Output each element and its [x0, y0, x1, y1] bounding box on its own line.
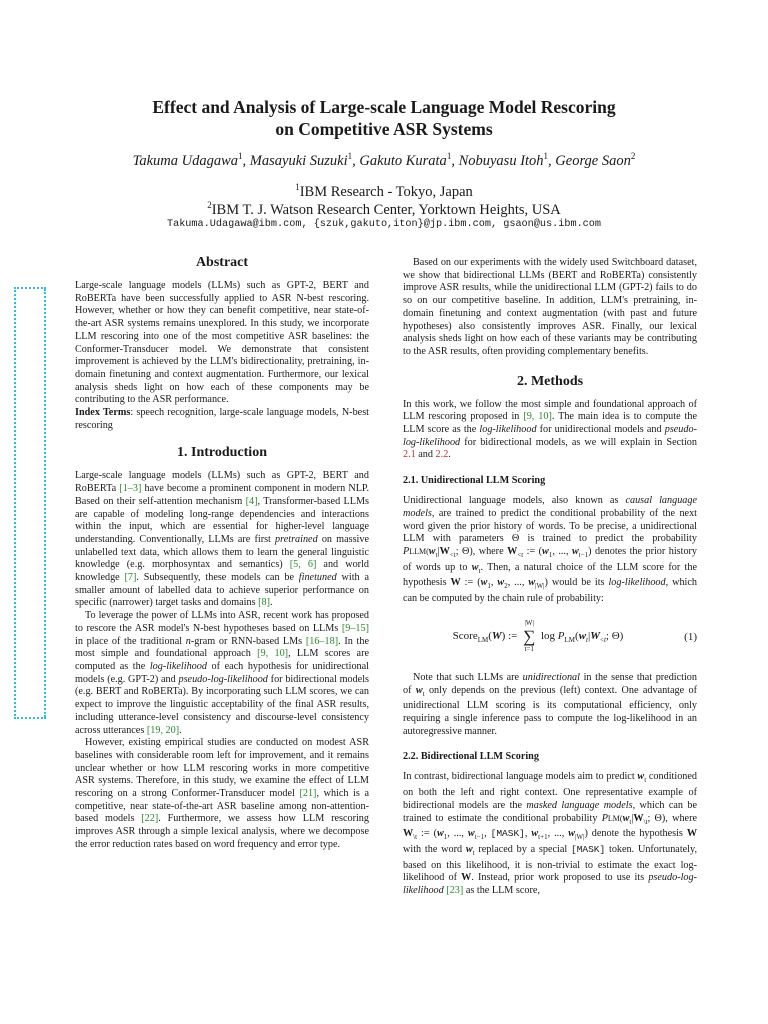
inline-text-run: t — [472, 849, 475, 858]
inline-text-run: \t — [643, 817, 648, 826]
inline-text-run: w — [480, 577, 488, 589]
inline-text-run: W — [633, 812, 644, 824]
eq-arg: (W) := — [488, 630, 521, 643]
inline-text-run: |W| — [535, 582, 545, 591]
eq-score-sub: LM — [477, 636, 489, 645]
inline-text-run: W — [507, 545, 518, 557]
inline-text-run: w — [622, 812, 630, 824]
inline-text-run: pseudo-log-likelihood — [178, 673, 268, 685]
inline-text-run: 1 — [548, 550, 553, 559]
equation-1-number: (1) — [684, 630, 697, 643]
inline-text-run: w — [428, 545, 436, 557]
index-terms — [75, 407, 369, 432]
eq-sum-top: |W| — [524, 619, 534, 628]
citation-link[interactable]: [8] — [258, 597, 271, 609]
inline-text-run: causal language models — [403, 495, 698, 519]
eq-log: log — [540, 630, 558, 643]
citation-link[interactable]: [9–15] — [341, 622, 369, 634]
intro-paragraph-4: Based on our experiments with the widely used Switchboard dataset, we show that bidirectional LLMs (BERT and RoBERTa) consistently improve ASR results, while the unidirectional LLM (GPT-2) fails to do so on our competitive baseline. In addition, LLM's pretraining, in-domain finetuning and context augmentation (with past and future hypotheses) also consistently improves ASR. Finally, our lexical analysis sheds light on how each of these variants may be contributing to the ASR results, often providing complementary benefits. — [403, 257, 697, 357]
citation-link[interactable]: [19, 20] — [146, 724, 180, 736]
eq-sum-symbol — [523, 619, 535, 654]
inline-text-run: log-likelihood — [608, 577, 666, 589]
subsection-2-1-paragraph: Unidirectional language models, also known as causal language models, are trained to predict the conditional probability of the next word given the prior history of words. To be precise, a unidirectional LLM with parameters Θ is trained to predict the probability $PLLM(w_t|W_{<t}$; Θ), where $W_{<t}$ := ($w_1$, ..., $w_{t-1}$) denotes the prior history of words up to $w_t$. Then, a natural choice of the LLM score for the hypothesis W := ($w_1$, $w_2$, ..., $w_{|W|}$) would be its log-likelihood, which can be computed by the chain rule of probability: — [403, 495, 698, 605]
citation-link[interactable]: [16–18] — [305, 635, 339, 647]
eq-p: P — [557, 630, 565, 643]
author-name: Masayuki Suzuki — [249, 152, 348, 169]
inline-text-run: [MASK] — [571, 844, 606, 856]
author-affiliation-marker: 1 — [347, 151, 353, 161]
inline-text-run: t — [422, 689, 425, 698]
eq-p-sub: LM — [564, 636, 576, 645]
citation-link[interactable]: [21] — [299, 788, 317, 800]
index-terms-text: : speech recognition, large-scale language models, N-best rescoring — [75, 407, 369, 431]
inline-text-run: W — [686, 828, 698, 840]
intro-paragraph-3: However, existing empirical studies are conducted on modest ASR baselines with considerable room left for improvement, and it remains unclear whether or how LLM rescoring works in more competitive ASR systems. Therefore, in this study, we examine the effect of LLM rescoring on a strong Conformer-Transducer model [21], which is a competitive, near state-of-the-art ASR baseline among non-attention-based models [22]. Furthermore, we assess how LLM rescoring improves ASR through a simple lexical analysis, where we decompose the error reduction rates based on word frequency and error type. — [75, 737, 369, 850]
eq-sum-bottom: t=1 — [524, 645, 534, 654]
introduction-heading: 1. Introduction — [177, 445, 267, 461]
inline-text-run: |W| — [575, 833, 585, 842]
affiliation-1 — [60, 182, 708, 201]
abstract-heading: Abstract — [195, 255, 249, 270]
section-link[interactable]: 2.1 — [403, 449, 416, 461]
inline-text-run: pseudo-log-likelihood — [403, 872, 697, 897]
inline-text-run: w — [465, 844, 473, 856]
eq-sigma: ∑ — [523, 627, 536, 647]
equation-1 — [403, 616, 697, 658]
affiliation-2-number: 2 — [207, 200, 212, 210]
affiliation-2 — [60, 200, 708, 219]
author-name: Gakuto Kurata — [359, 152, 447, 169]
paper-title — [60, 96, 708, 140]
inline-text-run: t — [478, 566, 481, 575]
citation-link[interactable]: [22] — [141, 813, 159, 825]
inline-text-run: log-likelihood — [479, 424, 537, 436]
author-affiliation-marker: 1 — [238, 151, 243, 161]
citation-link[interactable]: [7] — [124, 572, 137, 584]
intro-paragraph-1: Large-scale language models (LLMs) such as GPT-2, BERT and RoBERTa [1–3] have become a prominent component in modern NLP. Based on their self-attention mechanism [4], Transformer-based LLMs are capable of modeling long-range dependencies and interactions within the input, which are essential for higher-level language understanding. Conventionally, LLMs are first pretrained on massive unlabelled text data, which allows them to learn the general linguistic knowledge (e.g. morphosyntax and semantics) [5, 6] and world knowledge [7]. Subsequently, these models can be finetuned with a smaller amount of labelled data to achieve superior performance on specific (narrower) target tasks and domains [8]. — [75, 470, 369, 609]
section-link[interactable]: 2.2 — [435, 449, 449, 461]
inline-text-run: t — [435, 550, 438, 559]
inline-text-run: [MASK] — [490, 828, 525, 840]
inline-text-run: w — [467, 828, 475, 840]
author-name: Takuma Udagawa — [132, 152, 239, 169]
subsection-2-2-paragraph: In contrast, bidirectional language models aim to predict $w_t$ conditioned on both the left and right context. One representative example of bidirectional models are the masked language models, which can be trained to estimate the conditional probability $PLM(w_t|W_{\backslash t}$; Θ), where $W_{\backslash t}$ := ($w_1$, ..., $w_{t-1}$, [MASK], $w_{t+1}$, ..., $w_{|W|}$) denote the hypothesis W with the word $w_t$ replaced by a special [MASK] token. Unfortunately, based on this likelihood, it is non-trivial to estimate the exact log-likelihood of W. Instead, prior work proposed to use its pseudo-log-likelihood [23] as the LLM score, — [403, 771, 698, 897]
subsection-2-1-paragraph-2: Note that such LLMs are unidirectional in the sense that prediction of $w_t$ only depends on the previous (left) context. One advantage of unidirectional LLM scoring is its computational efficiency, only requiring a single inference pass to compute the log-likelihood in an autoregressive manner. — [403, 671, 697, 737]
inline-text-run: w — [531, 828, 539, 840]
inline-text-run: masked language models — [526, 799, 633, 811]
inline-text-run: 2 — [504, 582, 508, 591]
inline-text-run: \t — [413, 833, 418, 842]
inline-text-run: w — [571, 545, 579, 557]
left-column — [75, 254, 369, 852]
inline-text-run: <t — [517, 550, 524, 559]
inline-text-run: t+1 — [538, 833, 548, 842]
citation-link[interactable]: [5, 6] — [289, 559, 317, 571]
right-column — [403, 257, 697, 898]
index-terms-label: Index Terms — [75, 407, 131, 419]
inline-text-run: w — [436, 828, 444, 840]
author-name: Nobuyasu Itoh — [458, 152, 544, 169]
inline-text-run: finetuned — [298, 572, 337, 584]
inline-text-run: t — [629, 817, 632, 826]
inline-text-run: P — [601, 812, 608, 824]
affiliation-1-number: 1 — [295, 182, 300, 192]
inline-text-run: W — [439, 545, 450, 557]
author-emails: Takuma.Udagawa@ibm.com, {szuk,gakuto,iton}@jp.ibm.com, gsaon@us.ibm.com — [166, 219, 602, 230]
inline-text-run: LLM( — [409, 546, 429, 556]
inline-text-run: LM( — [607, 813, 623, 823]
inline-text-run: w — [415, 684, 423, 696]
inline-text-run: <t — [449, 550, 456, 559]
inline-text-run: w — [528, 577, 536, 589]
citation-link[interactable]: [9, 10] — [257, 648, 289, 660]
inline-text-run: n — [185, 635, 191, 647]
subsection-2-2-heading: 2.2. Bidirectional LLM Scoring — [403, 751, 539, 763]
inline-text-run: W — [461, 872, 472, 884]
inline-text-run: t−1 — [578, 550, 589, 559]
inline-text-run: w — [568, 828, 576, 840]
methods-heading: 2. Methods — [516, 373, 584, 389]
citation-link[interactable]: [1–3] — [119, 483, 142, 495]
affiliation-1-text: IBM Research - Tokyo, Japan — [299, 183, 473, 200]
citation-link[interactable]: [4] — [245, 495, 258, 507]
inline-text-run: w — [637, 771, 645, 783]
inline-text-run: w — [497, 577, 505, 589]
inline-text-run: log-likelihood — [149, 660, 207, 672]
inline-text-run: t — [644, 776, 647, 785]
inline-text-run: W — [403, 828, 414, 840]
citation-link[interactable]: [23] — [446, 885, 464, 897]
methods-paragraph: In this work, we follow the most simple and foundational approach of LLM rescoring proposed in [9, 10]. The main idea is to compute the LLM score as the log-likelihood for unidirectional models and pseudo-log-likelihood for bidirectional models, as we will explain in Section 2.1 and 2.2. — [403, 398, 697, 461]
inline-text-run: W — [450, 577, 461, 589]
author-affiliation-marker: 1 — [446, 151, 452, 161]
abstract-text: Large-scale language models (LLMs) such as GPT-2, BERT and RoBERTa have been successfully applied to ASR N-best rescoring. However, whether or how they can benefit competitive, near state-of-the-art ASR systems remains unexplored. In this study, we incorporate LLM rescoring into one of the most competitive ASR baselines: the Conformer-Transducer model. We demonstrate that consistent improvement is achieved by the LLM's bidirectionality, pretraining, in-domain finetuning and context augmentation. Furthermore, our lexical analysis sheds light on how each of these components may be contributing to the ASR performance. — [75, 280, 369, 406]
title-line-1: Effect and Analysis of Large-scale Language Model Rescoring — [152, 97, 616, 117]
affiliation-2-text: IBM T. J. Watson Research Center, Yorktown Heights, USA — [211, 201, 561, 218]
citation-link[interactable]: [9, 10] — [523, 411, 552, 423]
inline-text-run: pretrained — [275, 533, 318, 545]
inline-text-run: 1 — [443, 833, 448, 842]
arxiv-sidebar-frame — [14, 287, 46, 719]
inline-text-run: 1 — [487, 582, 491, 591]
inline-text-run: t−1 — [474, 833, 485, 842]
equation-1-body — [403, 619, 673, 654]
author-affiliation-marker: 2 — [630, 151, 636, 161]
inline-text-run: P — [403, 545, 410, 557]
inline-text-run: unidirectional — [522, 671, 580, 683]
inline-text-run: w — [542, 545, 549, 557]
eq-rhs: ($w_t|W_{<t}$; Θ) — [575, 630, 624, 645]
inline-text-run: w — [471, 561, 479, 573]
inline-text-run: pseudo-log-likelihood — [403, 424, 697, 448]
intro-paragraph-2: To leverage the power of LLMs into ASR, recent work has proposed to rescore the ASR model's N-best hypotheses based on LLMs [9–15] in place of the traditional n-gram or RNN-based LMs [16–18]. In the most simple and foundational approach [9, 10], LLM scores are computed as the log-likelihood of each hypothesis for unidirectional models (e.g. GPT-2) and pseudo-log-likelihood for bidirectional models (e.g. BERT and RoBERTa). By incorporating such LLM scores, we can expect to improve the linguistic acceptability of the final ASR results, including utterance-level consistency and discourse-level consistency across utterances [19, 20]. — [75, 610, 370, 736]
author-name: George Saon — [555, 152, 631, 169]
subsection-2-1-heading: 2.1. Unidirectional LLM Scoring — [403, 475, 546, 487]
title-line-2: on Competitive ASR Systems — [275, 119, 493, 139]
author-list: Takuma Udagawa$^1$, Masayuki Suzuki$^1$, Gakuto Kurata$^1$, Nobuyasu Itoh$^1$, George Saon$^2$ — [132, 151, 636, 169]
eq-score: Score — [452, 630, 478, 643]
author-affiliation-marker: 1 — [543, 151, 549, 161]
